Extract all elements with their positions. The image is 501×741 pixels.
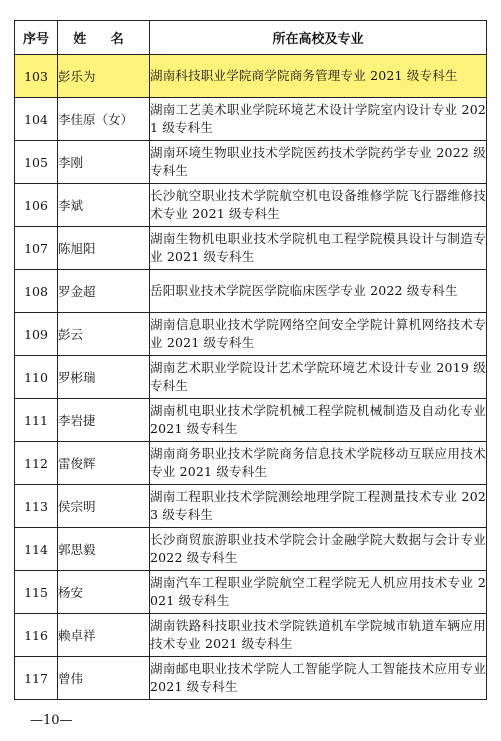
row-school-major: 湖南信息职业技术学院网络空间安全学院计算机网络技术专业 2021 级专科生 — [150, 313, 487, 356]
row-serial-number: 110 — [15, 356, 58, 399]
row-serial-number: 109 — [15, 313, 58, 356]
table-row — [15, 141, 487, 184]
table-row — [15, 98, 487, 141]
row-student-name: 曾伟 — [58, 657, 150, 700]
row-serial-number: 108 — [15, 270, 58, 313]
row-school-major: 湖南艺术职业学院设计艺术学院环境艺术设计专业 2019 级专科生 — [150, 356, 487, 399]
table-row — [15, 485, 487, 528]
row-school-major: 长沙商贸旅游职业技术学院会计金融学院大数据与会计专业 2022 级专科生 — [150, 528, 487, 571]
table-row — [15, 614, 487, 657]
header-serial-number: 序号 — [15, 21, 58, 55]
table-row — [15, 184, 487, 227]
table-row — [15, 313, 487, 356]
row-school-major: 湖南生物机电职业技术学院机电工程学院模具设计与制造专业 2021 级专科生 — [150, 227, 487, 270]
table-header-row — [15, 21, 487, 55]
row-school-major: 湖南工艺美术职业学院环境艺术设计学院室内设计专业 2021 级专科生 — [150, 98, 487, 141]
row-serial-number: 116 — [15, 614, 58, 657]
row-serial-number: 107 — [15, 227, 58, 270]
header-name-text: 姓 名 — [73, 32, 134, 47]
header-name — [58, 21, 150, 55]
row-student-name: 侯宗明 — [58, 485, 150, 528]
row-school-major: 湖南铁路科技职业技术学院铁道机车学院城市轨道车辆应用技术专业 2021 级专科生 — [150, 614, 487, 657]
header-school-major: 所在高校及专业 — [150, 21, 487, 55]
row-serial-number: 111 — [15, 399, 58, 442]
row-student-name: 杨安 — [58, 571, 150, 614]
page-number: —10— — [30, 713, 73, 728]
row-student-name: 赖卓祥 — [58, 614, 150, 657]
row-school-major: 湖南商务职业技术学院商务信息技术学院移动互联应用技术专业 2021 级专科生 — [150, 442, 487, 485]
row-student-name: 彭云 — [58, 313, 150, 356]
row-school-major: 湖南邮电职业技术学院人工智能学院人工智能技术应用专业 2021 级专科生 — [150, 657, 487, 700]
row-school-major: 湖南机电职业技术学院机械工程学院机械制造及自动化专业 2021 级专科生 — [150, 399, 487, 442]
row-school-major: 湖南汽车工程职业学院航空工程学院无人机应用技术专业 2021 级专科生 — [150, 571, 487, 614]
row-school-major: 湖南科技职业学院商学院商务管理专业 2021 级专科生 — [150, 55, 487, 98]
row-serial-number: 112 — [15, 442, 58, 485]
row-school-major: 湖南环境生物职业技术学院医药技术学院药学专业 2022 级专科生 — [150, 141, 487, 184]
table-row — [15, 442, 487, 485]
row-student-name: 李岩捷 — [58, 399, 150, 442]
row-school-major: 湖南工程职业技术学院测绘地理学院工程测量技术专业 2023 级专科生 — [150, 485, 487, 528]
table-row — [15, 571, 487, 614]
row-serial-number: 103 — [15, 55, 58, 98]
table-row — [15, 399, 487, 442]
row-student-name: 郭思毅 — [58, 528, 150, 571]
table-row — [15, 528, 487, 571]
students-table — [14, 20, 487, 700]
table-row — [15, 657, 487, 700]
row-student-name: 李佳原（女） — [58, 98, 150, 141]
row-student-name: 李斌 — [58, 184, 150, 227]
row-serial-number: 105 — [15, 141, 58, 184]
row-student-name: 彭乐为 — [58, 55, 150, 98]
row-serial-number: 113 — [15, 485, 58, 528]
row-student-name: 罗彬瑞 — [58, 356, 150, 399]
row-school-major: 岳阳职业技术学院医学院临床医学专业 2022 级专科生 — [150, 270, 487, 313]
table-row — [15, 356, 487, 399]
table-body — [15, 55, 487, 700]
row-serial-number: 104 — [15, 98, 58, 141]
row-student-name: 陈旭阳 — [58, 227, 150, 270]
row-student-name: 李刚 — [58, 141, 150, 184]
row-serial-number: 115 — [15, 571, 58, 614]
table-row — [15, 55, 487, 98]
row-school-major: 长沙航空职业技术学院航空机电设备维修学院飞行器维修技术专业 2021 级专科生 — [150, 184, 487, 227]
row-student-name: 罗金超 — [58, 270, 150, 313]
row-serial-number: 117 — [15, 657, 58, 700]
table-row — [15, 227, 487, 270]
table-row — [15, 270, 487, 313]
row-student-name: 雷俊辉 — [58, 442, 150, 485]
row-serial-number: 114 — [15, 528, 58, 571]
row-serial-number: 106 — [15, 184, 58, 227]
